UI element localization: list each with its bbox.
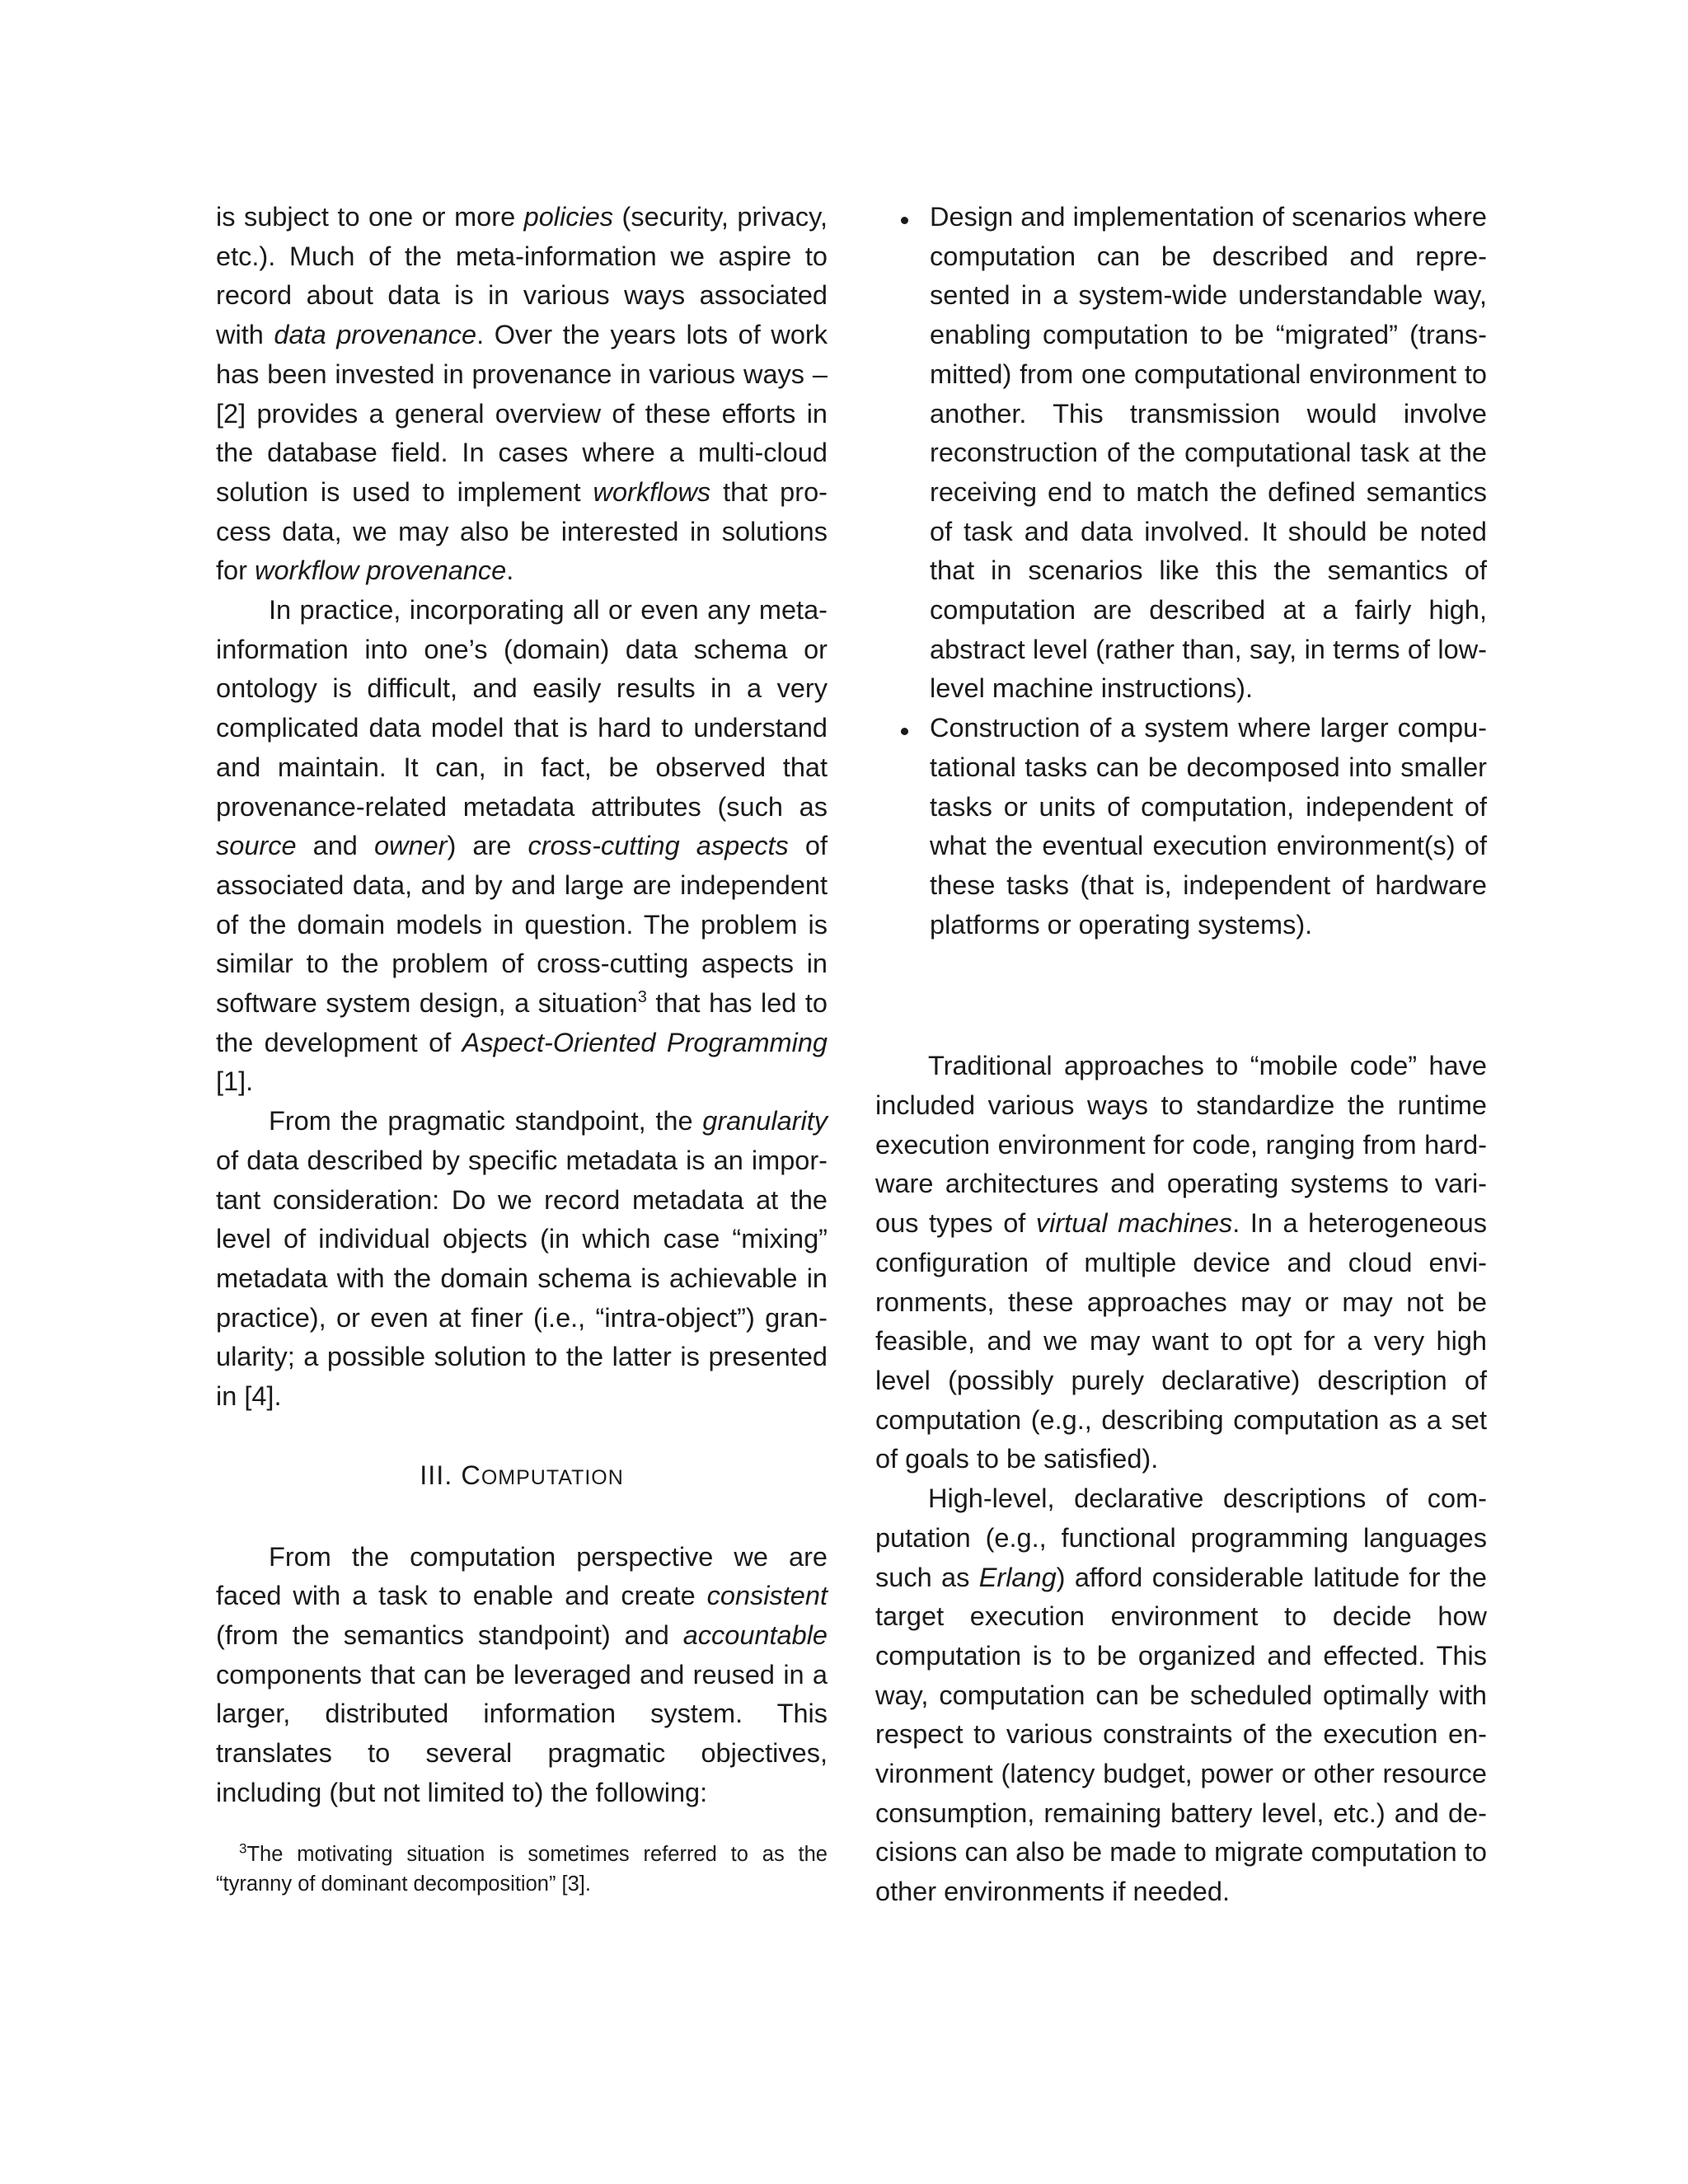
footnote-mark: 3 — [239, 1840, 247, 1857]
paragraph-policies: is subject to one or more policies (security, privacy, etc.). Much of the meta-information we aspire to record about data is in various ways associated with data provenance. Over the years lots of work has been invested in provenance in various ways – [2] provides a general overview of these efforts in the database field. In cases where a multi-cloud solution is used to implement workflows that process data, we may also be interested in solutions for workflow provenance. — [216, 202, 828, 586]
right-column — [875, 198, 1487, 1912]
paragraph-granularity: From the pragmatic standpoint, the granularity of data described by specific metadata is an important consideration: Do we record metadata at the level of individual objects (in which case “mixing” metadata with the domain schema is achievable in practice), or even at finer (i.e., “intra-object”) granularity; a possible solution to the latter is presented in [4]. — [216, 1106, 828, 1412]
section-heading-computation: III. COMPUTATION — [420, 1460, 624, 1490]
footnote-ref-3: 3 — [637, 988, 647, 1007]
left-column — [216, 198, 828, 1812]
paragraph-computation-perspective: From the computation perspective we are faced with a task to enable and create consistent (from the semantics standpoint) and accountable components that can be leveraged and reused in a larger, distributed information system. This translates to several pragmatic objectives, including (but not limited to) the following: — [216, 1541, 828, 1807]
list-item: Construction of a system where larger computational tasks can be decomposed into smaller tasks or units of computation, independent of what the eventual execution environment(s) of these tasks (that is, independent of hardware platforms or operating systems). — [875, 709, 1487, 944]
objectives-list — [875, 198, 1487, 944]
footnote — [216, 1840, 828, 1899]
paragraph-mobile-code: Traditional approaches to “mobile code” have included various ways to standardize the runtime execution environment for code, ranging from hardware architectures and operating systems to various types of virtual machines. In a heterogeneous configuration of multiple device and cloud environments, these approaches may or may not be feasible, and we may want to opt for a very high level (possibly purely declarative) description of computation (e.g., describing computation as a set of goals to be satisfied). — [875, 1051, 1487, 1474]
paragraph-declarative-descriptions: High-level, declarative descriptions of computation (e.g., functional programming languages such as Erlang) afford considerable latitude for the target execution environment to decide how computation is to be organized and effected. This way, computation can be scheduled optimally with respect to various constraints of the execution environment (latency budget, power or other resource consumption, remaining battery level, etc.) and decisions can also be made to migrate computation to other environments if needed. — [875, 1483, 1487, 1907]
footnote-text: The motivating situation is sometimes referred to as the “tyranny of dominant decomposition” [3]. — [216, 1843, 828, 1896]
list-item: Design and implementation of scenarios where computation can be described and represented in a system-wide understandable way, enabling computation to be “migrated” (transmitted) from one computational environment to another. This transmission would involve reconstruction of the computational task at the receiving end to match the defined semantics of task and data involved. It should be noted that in scenarios like this the semantics of computation are described at a fairly high, abstract level (rather than, say, in terms of lowlevel machine instructions). — [875, 198, 1487, 709]
paragraph-meta-information: In practice, incorporating all or even any metainformation into one’s (domain) data schema or ontology is difficult, and easily results in a very complicated data model that is hard to understand and maintain. It can, in fact, be observed that provenance-related metadata attributes (such as source and owner) are cross-cutting aspects of associated data, and by and large are independent of the domain models in question. The problem is similar to the problem of cross-cutting aspects in software system design, a situation$^3$ that has led to the development of Aspect-Oriented Programming [1]. — [216, 595, 828, 1097]
